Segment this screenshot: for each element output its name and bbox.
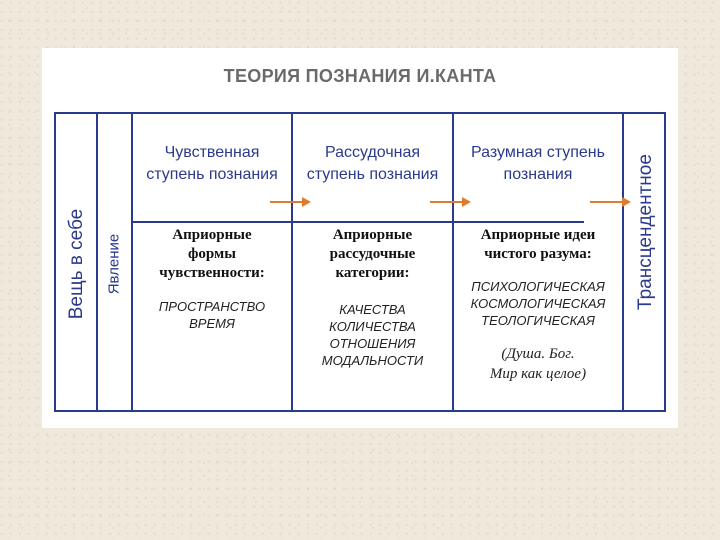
- arrow-right-icon: [268, 196, 312, 208]
- apriori-ideas-list: ПСИХОЛОГИЧЕСКАЯ КОСМОЛОГИЧЕСКАЯ ТЕОЛОГИЧЕСКАЯ: [470, 279, 606, 328]
- apriori-categories-heading: Априорные рассудочные категории:: [329, 227, 416, 281]
- diagram-frame: [54, 112, 666, 412]
- arrow-right-icon: [588, 196, 632, 208]
- apriori-forms-list: ПРОСТРАНСТВО ВРЕМЯ: [158, 299, 266, 331]
- divider-thing: [96, 114, 98, 410]
- stage-heading-sensory: Чувственная ступень познания: [146, 144, 278, 183]
- label-phenomenon: Явление: [105, 233, 123, 295]
- arrow-right-icon: [428, 196, 472, 208]
- apriori-ideas-note: (Душа. Бог. Мир как целое): [489, 346, 587, 382]
- stage-heading-reason: Разумная ступень познания: [471, 144, 605, 183]
- label-transcendent: Трансцендентное: [635, 154, 656, 310]
- stage-heading-rational: Рассудочная ступень познания: [306, 144, 439, 183]
- heading-separator: [133, 221, 584, 223]
- divider-transcendent: [622, 114, 624, 410]
- apriori-categories-list: КАЧЕСТВА КОЛИЧЕСТВА ОТНОШЕНИЯ МОДАЛЬНОСТИ: [321, 302, 424, 368]
- apriori-ideas-heading: Априорные идеи чистого разума:: [480, 227, 596, 262]
- apriori-forms-heading: Априорные формы чувственности:: [159, 227, 265, 281]
- slide: [42, 48, 678, 428]
- slide-title: ТЕОРИЯ ПОЗНАНИЯ И.КАНТА: [223, 66, 497, 86]
- label-thing-in-itself: Вещь в себе: [66, 208, 87, 320]
